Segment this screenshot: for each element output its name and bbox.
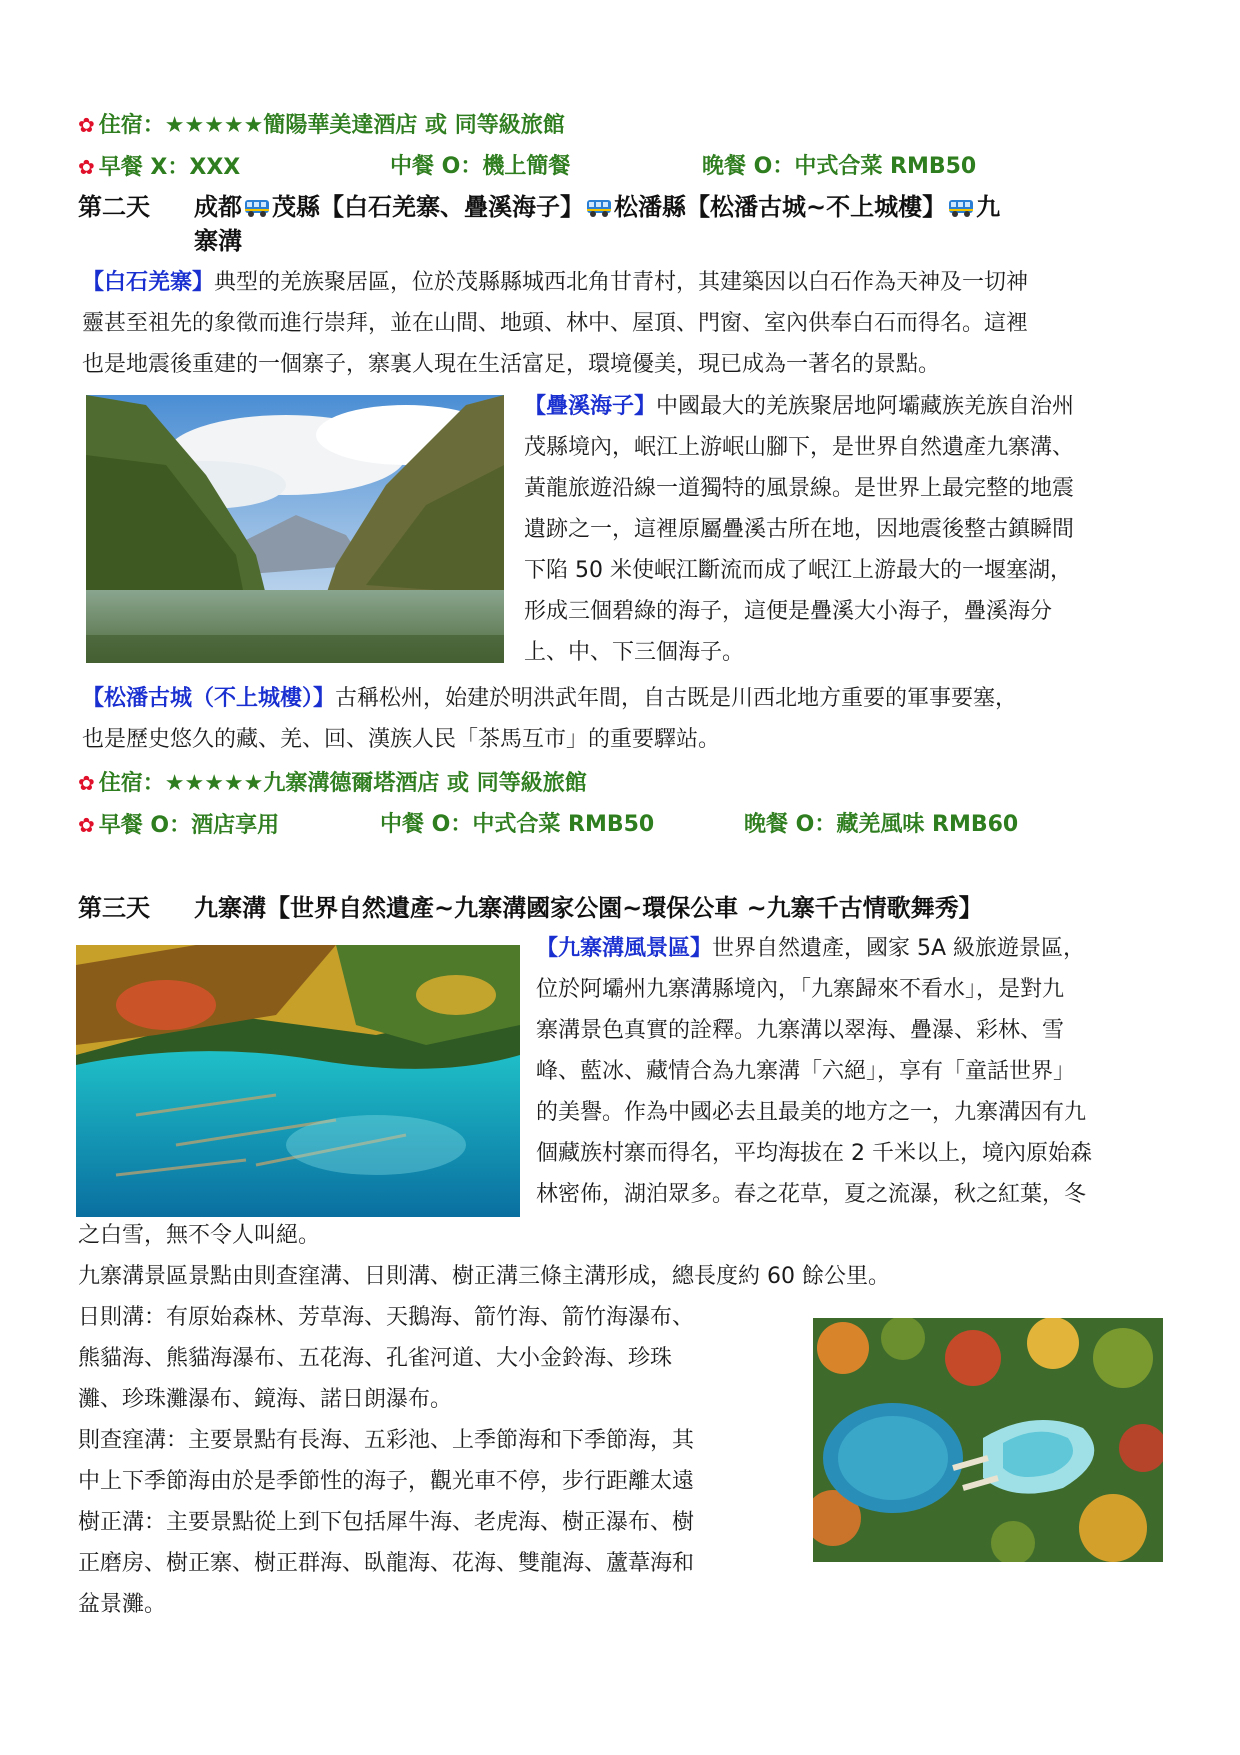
day2-breakfast (78, 804, 279, 847)
day2-lodging (78, 762, 587, 805)
diexi-line: 中國最大的羌族聚居地阿壩藏族羌族自治州 (656, 394, 1075, 419)
songpan-line: 古稱松州，始建於明洪武年間，自古既是川西北地方重要的軍事要塞， (335, 686, 1018, 711)
red-flower-icon: ✿ (78, 113, 95, 137)
songpan-paragraph (82, 678, 1172, 760)
day1-lunch: 中餐 O：機上簡餐 (390, 154, 571, 179)
day1-lodging (78, 104, 565, 147)
day1-lodging-text: 住宿：★★★★★簡陽華美達酒店 或 同等級旅館 (98, 113, 565, 138)
bus-icon (244, 198, 270, 218)
shuzheng-line: 樹正溝：主要景點從上到下包括犀牛海、老虎海、樹正瀑布、樹 (78, 1510, 695, 1535)
red-flower-icon: ✿ (78, 155, 95, 179)
songpan-title: 【松潘古城（不上城樓）】 (82, 686, 336, 711)
diexi-line: 茂縣境內，岷江上游岷山腳下，是世界自然遺產九寨溝、 (524, 435, 1075, 460)
shuzheng-line: 正磨房、樹正寨、樹正群海、臥龍海、花海、雙龍海、蘆葦海和 (78, 1551, 695, 1576)
day1-breakfast (78, 146, 240, 189)
day2-route (194, 190, 1000, 224)
diexi-line: 形成三個碧綠的海子，這便是疊溪大小海子，疊溪海分 (524, 599, 1053, 624)
jiuzhaigou-line: 寨溝景色真實的詮釋。九寨溝以翠海、疊瀑、彩林、雪 (536, 1018, 1065, 1043)
songpan-line: 也是歷史悠久的藏、羌、回、漢族人民「茶馬互市」的重要驛站。 (82, 727, 721, 752)
jiuzhaigou-line-end: 之白雪，無不令人叫絕。 (78, 1223, 321, 1248)
diexi-title: 【疊溪海子】 (524, 394, 657, 419)
route-songpan: 松潘縣【松潘古城~不上城樓】 (614, 193, 947, 221)
diexi-line: 上、中、下三個海子。 (524, 640, 745, 665)
zecha-line: 則查窪溝：主要景點有長海、五彩池、上季節海和下季節海，其 (78, 1428, 695, 1453)
red-flower-icon: ✿ (78, 771, 95, 795)
diexi-line: 遺跡之一，這裡原屬疊溪古所在地，因地震後整古鎮瞬間 (524, 517, 1075, 542)
jiuzhaigou-line: 的美譽。作為中國必去且最美的地方之一，九寨溝因有九 (536, 1100, 1087, 1125)
day2-lodging-text: 住宿：★★★★★九寨溝德爾塔酒店 或 同等級旅館 (98, 771, 587, 796)
jiuzhaigou-line: 個藏族村寨而得名，平均海拔在 2 千米以上，境內原始森 (536, 1141, 1092, 1166)
diexi-line: 下陷 50 米使岷江斷流而成了岷江上游最大的一堰塞湖， (524, 558, 1072, 583)
jiuzhaigou-line: 位於阿壩州九寨溝縣境內，「九寨歸來不看水」，是對九 (536, 977, 1065, 1002)
bus-icon (586, 198, 612, 218)
jiuzhaigou-lake-photo (76, 945, 520, 1217)
day2-route-cont: 寨溝 (194, 227, 242, 255)
baishi-paragraph (82, 262, 1172, 385)
baishi-title: 【白石羌寨】 (82, 270, 215, 295)
day3-title: 九寨溝【世界自然遺產~九寨溝國家公園~環保公車 ~九寨千古情歌舞秀】 (194, 894, 983, 922)
rize-line: 日則溝：有原始森林、芳草海、天鵝海、箭竹海、箭竹海瀑布、 (78, 1305, 695, 1330)
diexi-lake-photo (86, 395, 504, 663)
diexi-paragraph (524, 386, 1164, 673)
day2-breakfast-text: 早餐 O：酒店享用 (98, 813, 280, 838)
jiuzhaigou-line: 林密佈，湖泊眾多。春之花草，夏之流瀑，秋之紅葉，冬 (536, 1182, 1087, 1207)
rize-line: 熊貓海、熊貓海瀑布、五花海、孔雀河道、大小金鈴海、珍珠 (78, 1346, 673, 1371)
day2-label: 第二天 (78, 193, 150, 221)
aerial-pools-photo (813, 1318, 1163, 1562)
day2-lunch: 中餐 O：中式合菜 RMB50 (380, 812, 655, 837)
day1-breakfast-text: 早餐 X：XXX (98, 155, 241, 180)
day2-dinner: 晚餐 O：藏羌風味 RMB60 (744, 812, 1019, 837)
jiuzhaigou-paragraph (536, 928, 1176, 1215)
shuzheng-line: 盆景灘。 (78, 1592, 167, 1617)
route-maoxian: 茂縣【白石羌寨、疊溪海子】 (272, 193, 584, 221)
zecha-line: 中上下季節海由於是季節性的海子，觀光車不停，步行距離太遠 (78, 1469, 695, 1494)
baishi-line: 典型的羌族聚居區，位於茂縣縣城西北角甘青村，其建築因以白石作為天神及一切神 (214, 270, 1029, 295)
red-flower-icon: ✿ (78, 813, 95, 837)
baishi-line: 也是地震後重建的一個寨子，寨裏人現在生活富足，環境優美，現已成為一著名的景點。 (82, 352, 941, 377)
jiuzhaigou-title: 【九寨溝風景區】 (536, 936, 713, 961)
jiuzhaigou-summary: 九寨溝景區景點由則查窪溝、日則溝、樹正溝三條主溝形成，總長度約 60 餘公里。 (78, 1264, 890, 1289)
diexi-line: 黃龍旅遊沿線一道獨特的風景線。是世界上最完整的地震 (524, 476, 1075, 501)
route-chengdu: 成都 (194, 193, 242, 221)
jiuzhaigou-line: 世界自然遺產，國家 5A 級旅遊景區， (712, 936, 1086, 961)
bus-icon (948, 198, 974, 218)
day1-dinner: 晚餐 O：中式合菜 RMB50 (702, 154, 977, 179)
rize-line: 灘、珍珠灘瀑布、鏡海、諾日朗瀑布。 (78, 1387, 453, 1412)
route-jiu: 九 (976, 193, 1001, 221)
day3-label: 第三天 (78, 894, 150, 922)
valleys-list (78, 1297, 798, 1625)
jiuzhaigou-line: 峰、藍冰、藏情合為九寨溝「六絕」，享有「童話世界」 (536, 1059, 1076, 1084)
baishi-line: 靈甚至祖先的象徵而進行崇拜，並在山間、地頭、林中、屋頂、門窗、室內供奉白石而得名。這裡 (82, 311, 1029, 336)
